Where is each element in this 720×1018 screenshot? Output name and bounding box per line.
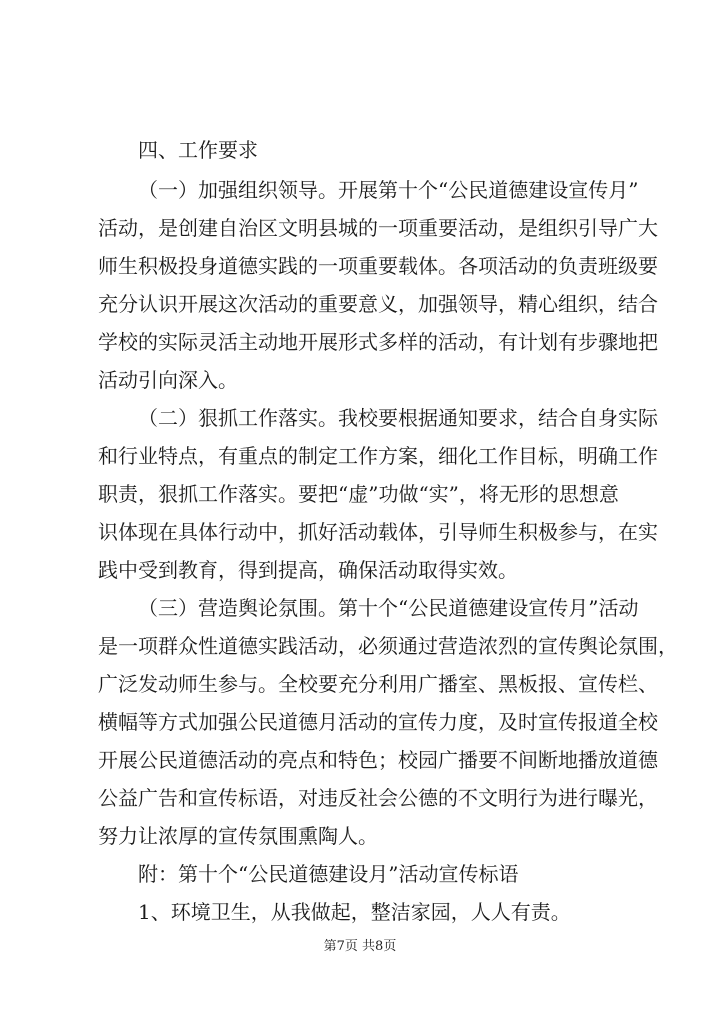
paragraph-3-line-3: 广泛发动师生参与。全校要充分利用广播室、黑板报、宣传栏、 [98, 672, 658, 696]
page-footer: 第7页 共8页 [323, 939, 397, 954]
appendix-heading: 附：第十个“公民道德建设月”活动宣传标语 [138, 862, 519, 886]
paragraph-3-line-5: 开展公民道德活动的亮点和特色；校园广播要不间断地播放道德 [98, 748, 658, 772]
paragraph-1-line-1: （一）加强组织领导。开展第十个“公民道德建设宣传月” [138, 178, 639, 202]
paragraph-2-line-5: 践中受到教育，得到提高，确保活动取得实效。 [98, 558, 518, 582]
slogan-1: 1、环境卫生，从我做起，整洁家园，人人有责。 [138, 900, 571, 924]
paragraph-1-line-6: 活动引向深入。 [98, 368, 238, 392]
section-heading: 四、工作要求 [138, 138, 258, 162]
paragraph-1-line-4: 充分认识开展这次活动的重要意义，加强领导，精心组织，结合 [98, 292, 658, 316]
paragraph-1-line-2: 活动，是创建自治区文明县城的一项重要活动，是组织引导广大 [98, 216, 658, 240]
paragraph-1-line-3: 师生积极投身道德实践的一项重要载体。各项活动的负责班级要 [98, 254, 658, 278]
paragraph-2-line-2: 和行业特点，有重点的制定工作方案，细化工作目标，明确工作 [98, 444, 658, 468]
paragraph-2-line-1: （二）狠抓工作落实。我校要根据通知要求，结合自身实际 [138, 406, 658, 430]
paragraph-3-line-1: （三）营造舆论氛围。第十个“公民道德建设宣传月”活动 [138, 596, 639, 620]
paragraph-3-line-2: 是一项群众性道德实践活动，必须通过营造浓烈的宣传舆论氛围， [98, 634, 678, 658]
paragraph-1-line-5: 学校的实际灵活主动地开展形式多样的活动，有计划有步骤地把 [98, 330, 658, 354]
paragraph-3-line-4: 横幅等方式加强公民道德月活动的宣传力度，及时宣传报道全校 [98, 710, 658, 734]
paragraph-2-line-3: 职责，狠抓工作落实。要把“虚”功做“实”，将无形的思想意 [98, 482, 619, 506]
paragraph-2-line-4: 识体现在具体行动中，抓好活动载体，引导师生积极参与，在实 [98, 520, 658, 544]
paragraph-3-line-7: 努力让浓厚的宣传氛围熏陶人。 [98, 824, 378, 848]
paragraph-3-line-6: 公益广告和宣传标语，对违反社会公德的不文明行为进行曝光， [98, 786, 658, 810]
